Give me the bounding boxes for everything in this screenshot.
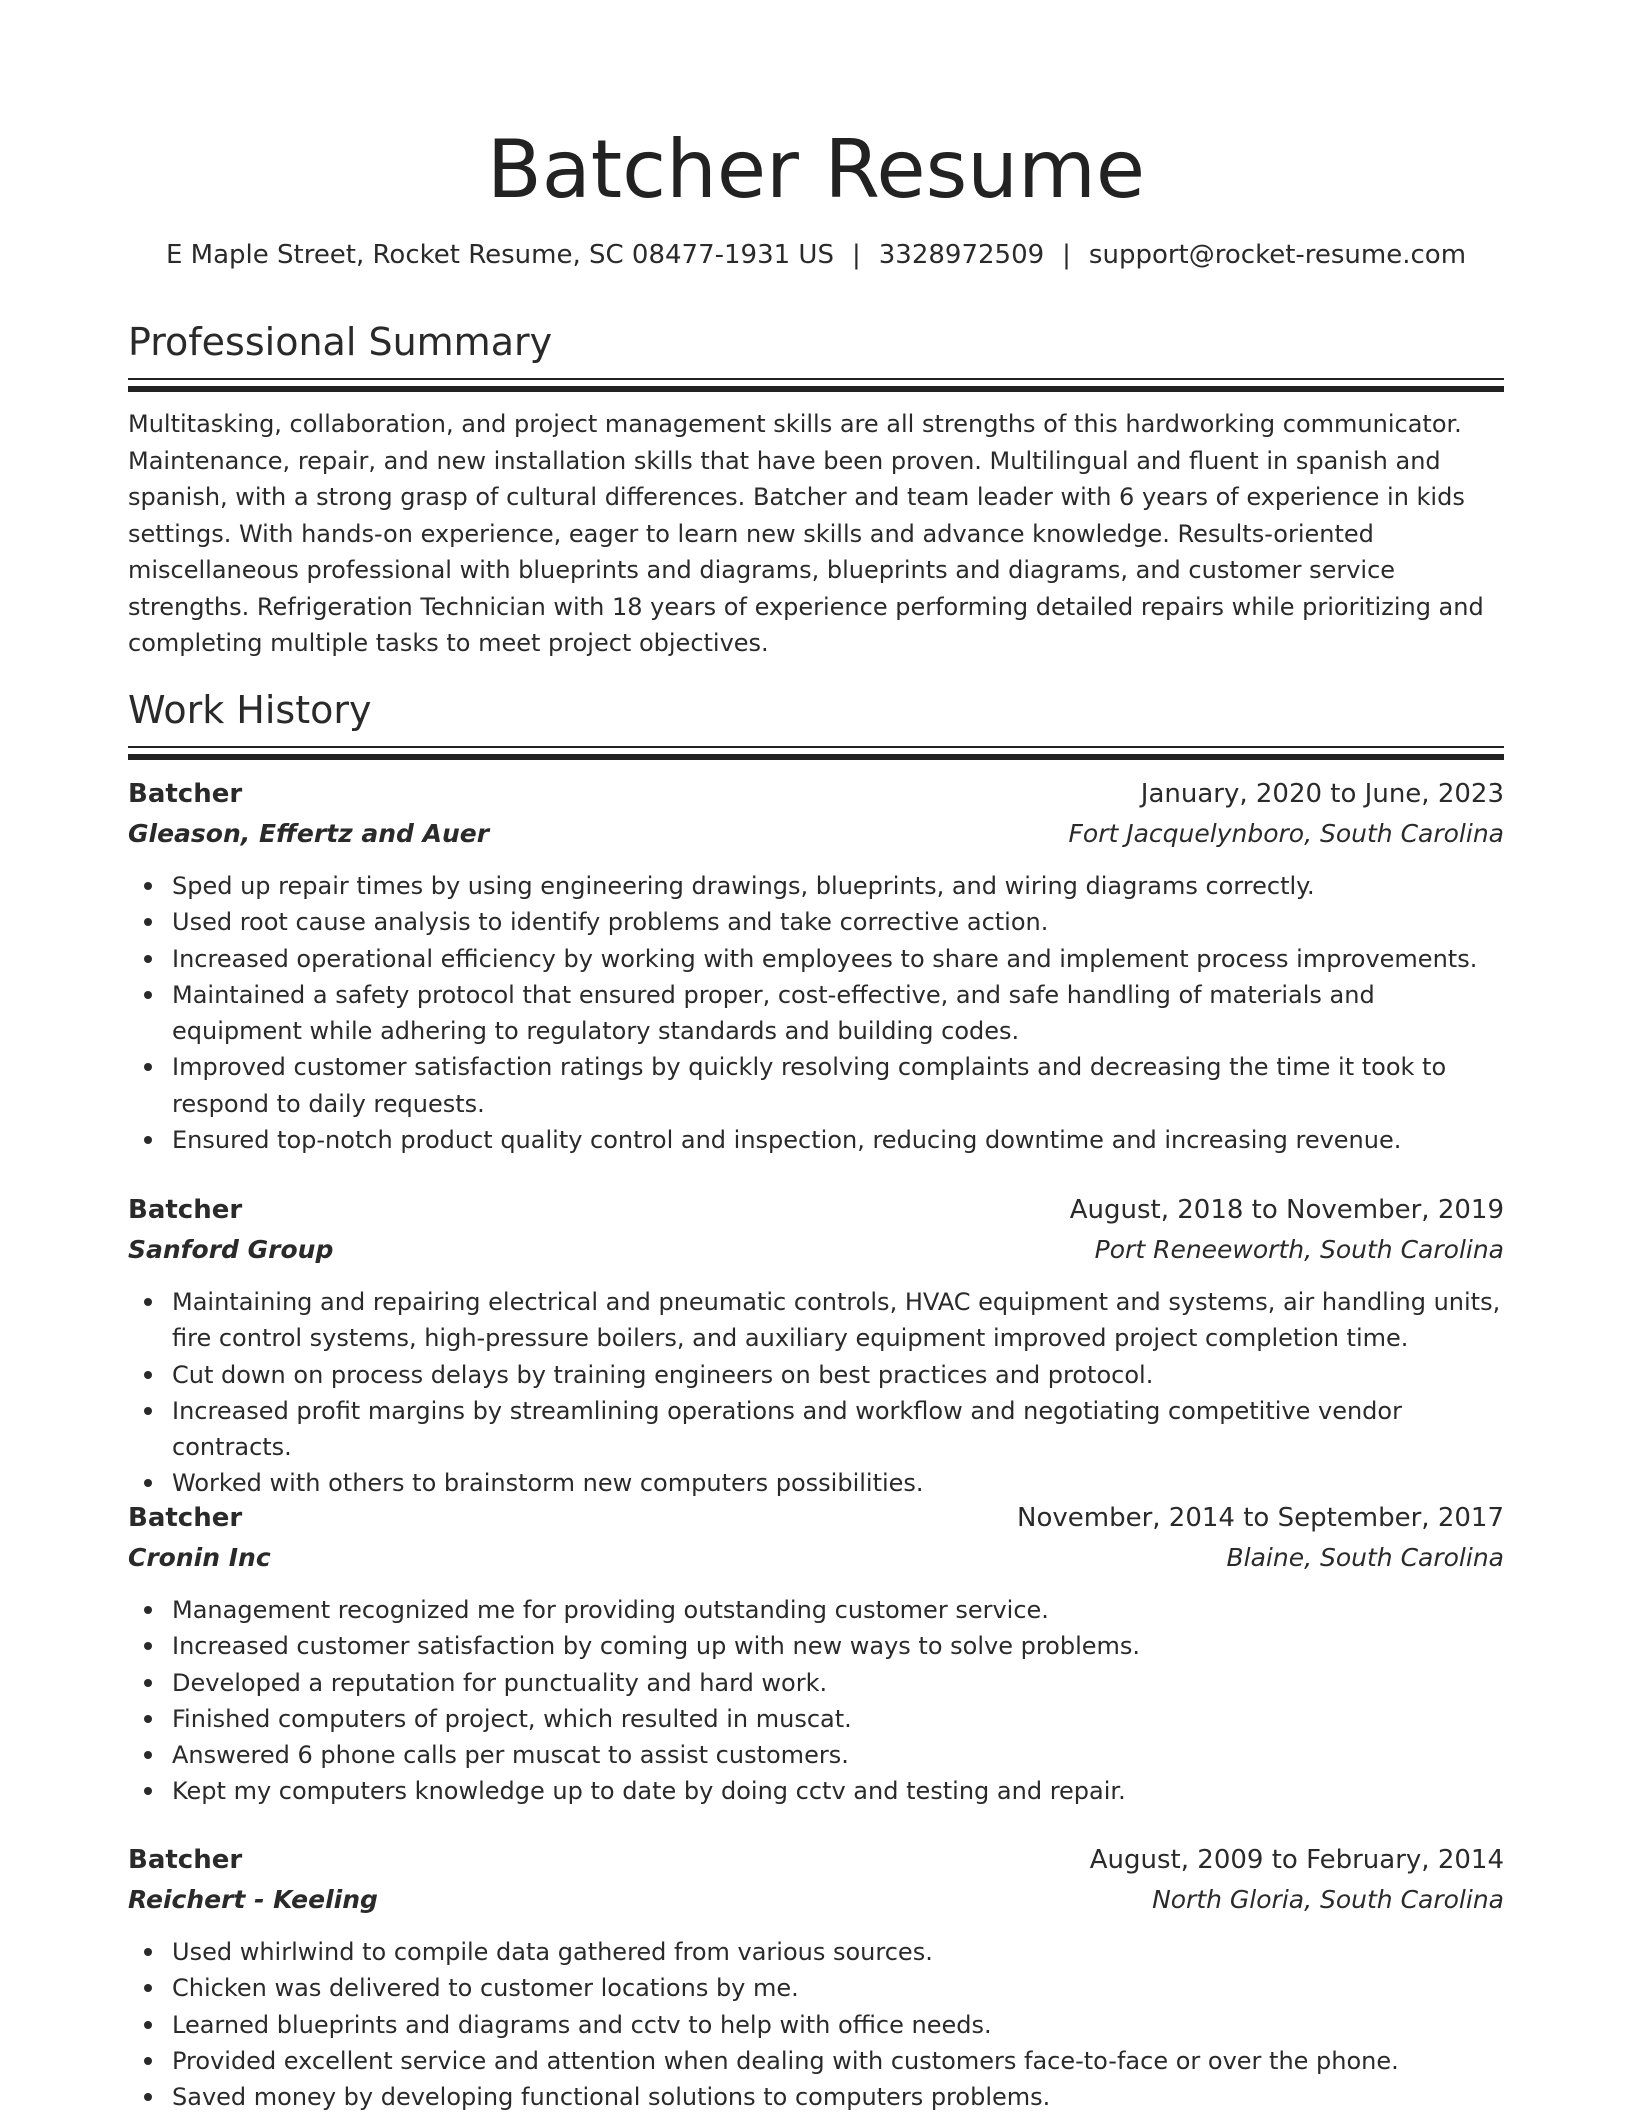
job-location: Port Reneeworth, South Carolina (1094, 1235, 1504, 1264)
job-bullet: Sped up repair times by using engineering drawings, blueprints, and wiring diagrams correctly. (172, 868, 1504, 904)
job-title: Batcher (128, 779, 243, 809)
job-location: North Gloria, South Carolina (1152, 1885, 1504, 1914)
job-bullet: Saved money by developing functional solutions to computers problems. (172, 2079, 1504, 2115)
work-history-divider (128, 746, 1504, 760)
job-location: Blaine, South Carolina (1226, 1543, 1504, 1572)
job-bullet: Cut down on process delays by training engineers on best practices and protocol. (172, 1357, 1504, 1393)
job-bullet: Finished computers of project, which resulted in muscat. (172, 1701, 1504, 1737)
contact-line (128, 238, 1504, 272)
job-entry (128, 1500, 1504, 1810)
job-dates: November, 2014 to September, 2017 (1017, 1503, 1504, 1533)
job-bullets (128, 868, 1504, 1158)
job-bullet: Kept my computers knowledge up to date by doing cctv and testing and repair. (172, 1773, 1504, 1809)
job-bullet: Used whirlwind to compile data gathered from various sources. (172, 1934, 1504, 1970)
job-bullet: Used root cause analysis to identify problems and take corrective action. (172, 904, 1504, 940)
contact-separator: | (1062, 240, 1071, 270)
job-bullet: Increased operational efficiency by working with employees to share and implement process improvements. (172, 941, 1504, 977)
job-dates: August, 2009 to February, 2014 (1089, 1845, 1504, 1875)
job-bullet: Maintaining and repairing electrical and pneumatic controls, HVAC equipment and systems, air handling units, fire control systems, high-pressure boilers, and auxiliary equipment improved project completion time. (172, 1284, 1504, 1357)
job-bullet: Management recognized me for providing outstanding customer service. (172, 1592, 1504, 1628)
job-dates: January, 2020 to June, 2023 (1140, 779, 1504, 809)
job-bullet: Worked with others to brainstorm new computers possibilities. (172, 1465, 1504, 1501)
contact-separator: | (851, 240, 861, 270)
job-bullet: Answered 6 phone calls per muscat to assist customers. (172, 1737, 1504, 1773)
job-bullet: Chicken was delivered to customer locations by me. (172, 1970, 1504, 2006)
job-company: Sanford Group (128, 1235, 334, 1264)
summary-text: Multitasking, collaboration, and project management skills are all strengths of this hardworking communicator. Maintenance, repair, and new installation skills that have been proven. Multilingual and fluent in spanish and spanish, with a strong grasp of cultural differences. Batcher and team leader with 6 years of experience in kids settings. With hands-on experience, eager to learn new skills and advance knowledge. Results-oriented miscellaneous professional with blueprints and diagrams, blueprints and diagrams, and customer service strengths. Refrigeration Technician with 18 years of experience performing detailed repairs while prioritizing and completing multiple tasks to meet project objectives. (128, 410, 1484, 657)
job-company: Cronin Inc (128, 1543, 271, 1572)
summary-divider (128, 378, 1504, 392)
job-bullets (128, 1934, 1504, 2115)
job-entry (128, 776, 1504, 1158)
contact-address: E Maple Street, Rocket Resume, SC 08477-1931 US (165, 240, 834, 270)
job-dates: August, 2018 to November, 2019 (1069, 1195, 1504, 1225)
job-bullet: Learned blueprints and diagrams and cctv to help with office needs. (172, 2007, 1504, 2043)
job-title: Batcher (128, 1845, 243, 1875)
job-title: Batcher (128, 1503, 243, 1533)
job-bullet: Maintained a safety protocol that ensured proper, cost-effective, and safe handling of materials and equipment while adhering to regulatory standards and building codes. (172, 977, 1504, 1050)
job-title: Batcher (128, 1195, 243, 1225)
job-company: Gleason, Effertz and Auer (128, 819, 490, 848)
job-bullet: Provided excellent service and attention when dealing with customers face-to-face or over the phone. (172, 2043, 1504, 2079)
job-company: Reichert - Keeling (128, 1885, 378, 1914)
job-bullet: Developed a reputation for punctuality and hard work. (172, 1665, 1504, 1701)
job-location: Fort Jacquelynboro, South Carolina (1068, 819, 1504, 848)
job-entry (128, 1842, 1504, 2115)
job-bullet: Ensured top-notch product quality control and inspection, reducing downtime and increasing revenue. (172, 1122, 1504, 1158)
summary-heading: Professional Summary (128, 320, 553, 364)
contact-email: support@rocket-resume.com (1088, 240, 1467, 270)
job-bullets (128, 1592, 1504, 1810)
job-bullet: Improved customer satisfaction ratings by quickly resolving complaints and decreasing the time it took to respond to daily requests. (172, 1049, 1504, 1122)
contact-phone: 3328972509 (878, 240, 1045, 270)
resume-name: Batcher Resume (486, 123, 1146, 216)
job-bullets (128, 1284, 1504, 1502)
work-history-heading: Work History (128, 688, 372, 732)
job-bullet: Increased profit margins by streamlining operations and workflow and negotiating competitive vendor contracts. (172, 1393, 1504, 1466)
job-bullet: Increased customer satisfaction by coming up with new ways to solve problems. (172, 1628, 1504, 1664)
job-entry (128, 1192, 1504, 1502)
